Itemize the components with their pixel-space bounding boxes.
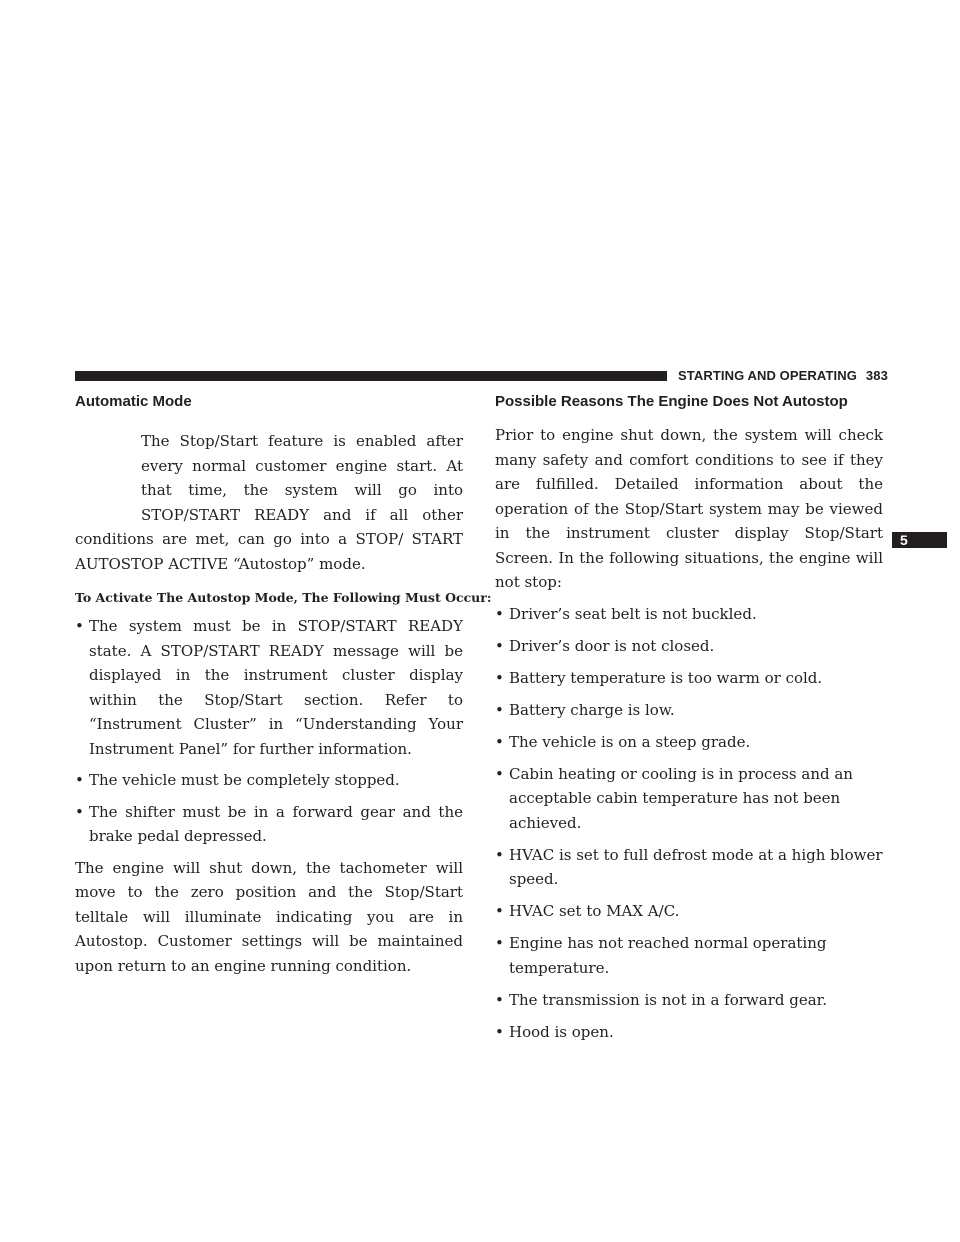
indicator-icon-placeholder [75,429,141,525]
list-item: • Driver’s seat belt is not buckled. [495,602,883,627]
automatic-mode-heading: Automatic Mode [75,393,192,410]
chapter-tab: 5 [892,532,947,548]
list-item: • The vehicle must be completely stopped. [75,768,463,793]
no-autostop-heading: Possible Reasons The Engine Does Not Autostop [495,393,848,410]
running-header [678,367,888,385]
list-item: • Engine has not reached normal operating temperature. [495,931,883,980]
automatic-mode-intro: The Stop/Start feature is enabled after every normal customer engine start. At that time, the system will go into STOP/START READY and if all other conditions are met, can go into a STOP/ START AUTOSTOP ACTIVE “Autostop” mode. [75,432,463,573]
bullet-glyph: • [75,617,84,635]
bullet-glyph: • [495,902,504,920]
list-item: • Hood is open. [495,1020,883,1045]
bullet-glyph: • [75,802,84,821]
bullet-glyph: • [495,934,504,952]
no-autostop-intro: Prior to engine shut down, the system will check many safety and comfort conditions to see if they are fulfilled. Detailed information about the operation of the Stop/Start system may be viewed in the instrument cluster display Stop/Start Screen. In the following situations, the engine will not stop: [495,426,883,591]
list-item: • The system must be in STOP/START READY state. A STOP/START READY message will be displayed in the instrument cluster display within the Stop/Start section. Refer to “Instrument Cluster” in “Understanding Your Instrument Panel” for further information. [75,614,463,761]
list-item: • Cabin heating or cooling is in process and an acceptable cabin temperature has not been achieved. [495,762,883,836]
list-item: • HVAC is set to full defrost mode at a high blower speed. [495,843,883,892]
left-column [75,393,492,978]
right-column [495,393,883,1052]
list-item: • The vehicle is on a steep grade. [495,730,883,755]
list-item: • Battery charge is low. [495,698,883,723]
intro-block [75,429,463,576]
bullet-glyph: • [495,604,504,623]
list-item: • The shifter must be in a forward gear and the brake pedal depressed. [75,800,463,849]
bullet-glyph: • [75,771,84,789]
list-item: • Battery temperature is too warm or cold. [495,666,883,691]
bullet-glyph: • [495,845,504,864]
bullet-glyph: • [495,668,504,687]
bullet-glyph: • [495,700,504,719]
autostop-requirements-list [75,614,463,849]
section-title: STARTING AND OPERATING [678,368,857,383]
no-autostop-reasons-list [495,602,883,1045]
autostop-requirements-subheading: To Activate The Autostop Mode, The Following Must Occur: [75,590,492,605]
page-number: 383 [865,368,888,383]
bullet-glyph: • [495,764,504,783]
list-item: • The transmission is not in a forward gear. [495,988,883,1013]
bullet-glyph: • [495,1022,504,1041]
bullet-glyph: • [495,732,504,751]
list-item: • HVAC set to MAX A/C. [495,899,883,924]
bullet-glyph: • [495,636,504,655]
header-rule [75,371,667,381]
bullet-glyph: • [495,990,504,1009]
list-item: • Driver’s door is not closed. [495,634,883,659]
automatic-mode-outro: The engine will shut down, the tachometer will move to the zero position and the Stop/Start telltale will illuminate indicating you are in Autostop. Customer settings will be maintained upon return to an engine running condition. [75,858,463,975]
